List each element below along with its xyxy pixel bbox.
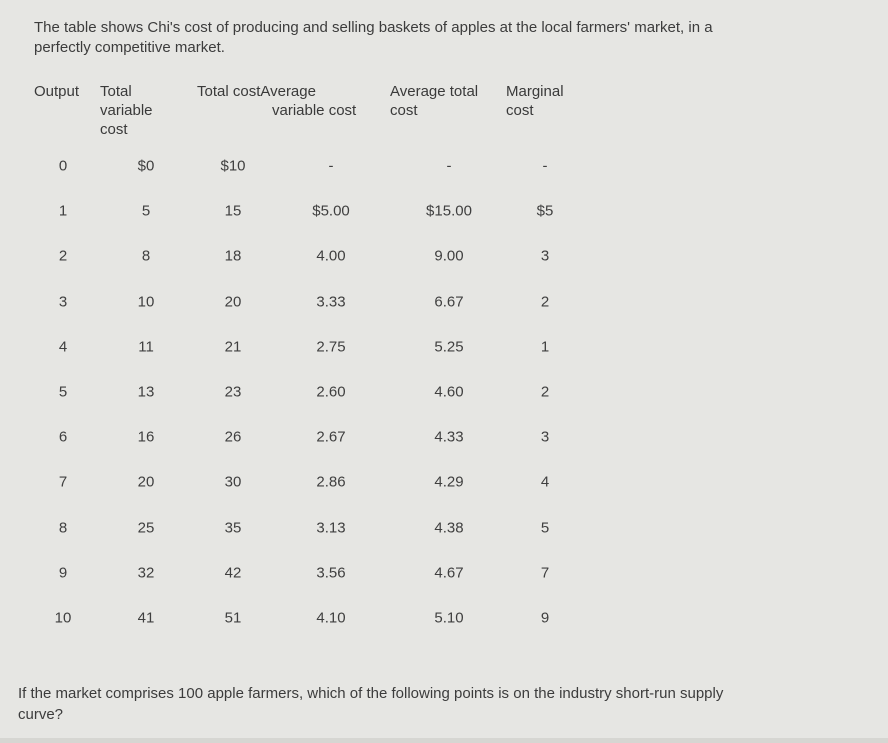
- cell-average-variable-cost: 2.86: [316, 473, 346, 491]
- cell-marginal-cost: 3: [540, 247, 550, 265]
- cell-total-variable-cost: 13: [137, 383, 155, 401]
- cell-average-total-cost: 4.60: [434, 383, 464, 401]
- cell-average-total-cost: 5.25: [434, 338, 464, 356]
- question-line-2: curve?: [18, 706, 64, 723]
- header-average-variable-cost: variable cost: [272, 102, 357, 119]
- cell-average-total-cost: 5.10: [434, 609, 464, 627]
- cell-total-cost: 23: [224, 383, 242, 401]
- cell-average-variable-cost: $5.00: [312, 202, 350, 220]
- cell-marginal-cost: 7: [540, 564, 550, 582]
- cell-total-variable-cost: 20: [137, 473, 155, 491]
- cell-average-variable-cost: 3.13: [316, 519, 346, 537]
- cell-output: 2: [58, 247, 68, 265]
- cell-marginal-cost: 4: [540, 473, 550, 491]
- cell-marginal-cost: 2: [540, 383, 550, 401]
- cell-average-total-cost: 4.33: [434, 428, 464, 446]
- cell-total-cost: 20: [224, 293, 242, 311]
- header-average-total-cost: Average total cost: [390, 83, 479, 119]
- header-total-cost-average: Total costAverage: [197, 83, 316, 100]
- cell-average-total-cost: 6.67: [434, 293, 464, 311]
- question-line-1: If the market comprises 100 apple farmers, which of the following points is on the industry short-run supply: [18, 685, 724, 702]
- cell-output: 4: [58, 338, 68, 356]
- cell-marginal-cost: 9: [540, 609, 550, 627]
- cell-marginal-cost: 3: [540, 428, 550, 446]
- intro-line-2: perfectly competitive market.: [34, 39, 225, 56]
- cell-total-variable-cost: 41: [137, 609, 155, 627]
- cell-total-cost: 15: [224, 202, 242, 220]
- cell-average-total-cost: 4.67: [434, 564, 464, 582]
- cell-average-variable-cost: 3.33: [316, 293, 346, 311]
- intro-text: [34, 18, 864, 58]
- cell-average-variable-cost: 2.75: [316, 338, 346, 356]
- bottom-divider: [0, 738, 888, 743]
- cell-output: 0: [58, 157, 68, 175]
- cell-total-cost: 30: [224, 473, 242, 491]
- cell-total-variable-cost: $0: [137, 157, 155, 175]
- header-marginal-cost: Marginal cost: [506, 83, 564, 119]
- cell-output: 8: [58, 519, 68, 537]
- cell-average-variable-cost: -: [328, 157, 334, 175]
- cell-average-variable-cost: 4.00: [316, 247, 346, 265]
- header-output: Output: [34, 83, 80, 100]
- cell-total-cost: 26: [224, 428, 242, 446]
- header-total-variable-cost: Total variable cost: [100, 83, 153, 138]
- cell-marginal-cost: -: [542, 157, 548, 175]
- cell-marginal-cost: 2: [540, 293, 550, 311]
- cell-total-variable-cost: 8: [141, 247, 151, 265]
- cell-total-cost: $10: [220, 157, 246, 175]
- cell-average-total-cost: -: [446, 157, 452, 175]
- cell-average-variable-cost: 4.10: [316, 609, 346, 627]
- cell-total-cost: 35: [224, 519, 242, 537]
- cell-output: 5: [58, 383, 68, 401]
- cell-total-variable-cost: 32: [137, 564, 155, 582]
- cell-average-variable-cost: 2.60: [316, 383, 346, 401]
- cell-marginal-cost: $5: [536, 202, 554, 220]
- cell-average-variable-cost: 3.56: [316, 564, 346, 582]
- cell-average-total-cost: 9.00: [434, 247, 464, 265]
- intro-line-1: The table shows Chi's cost of producing and selling baskets of apples at the local farmers' market, in a: [34, 19, 713, 36]
- cell-output: 1: [58, 202, 68, 220]
- cell-marginal-cost: 1: [540, 338, 550, 356]
- question-text: [18, 683, 883, 725]
- cell-output: 7: [58, 473, 68, 491]
- cell-total-cost: 21: [224, 338, 242, 356]
- cell-average-variable-cost: 2.67: [316, 428, 346, 446]
- cell-total-variable-cost: 25: [137, 519, 155, 537]
- cell-total-cost: 18: [224, 247, 242, 265]
- cell-total-cost: 51: [224, 609, 242, 627]
- cell-total-variable-cost: 11: [138, 338, 154, 356]
- cell-total-cost: 42: [224, 564, 242, 582]
- cell-total-variable-cost: 10: [137, 293, 155, 311]
- cell-average-total-cost: $15.00: [426, 202, 472, 220]
- cell-output: 3: [58, 293, 68, 311]
- cell-output: 9: [58, 564, 68, 582]
- cell-output: 10: [54, 609, 72, 627]
- cell-average-total-cost: 4.29: [434, 473, 464, 491]
- cell-total-variable-cost: 16: [137, 428, 155, 446]
- cell-average-total-cost: 4.38: [434, 519, 464, 537]
- cell-total-variable-cost: 5: [141, 202, 151, 220]
- cell-output: 6: [58, 428, 68, 446]
- cell-marginal-cost: 5: [540, 519, 550, 537]
